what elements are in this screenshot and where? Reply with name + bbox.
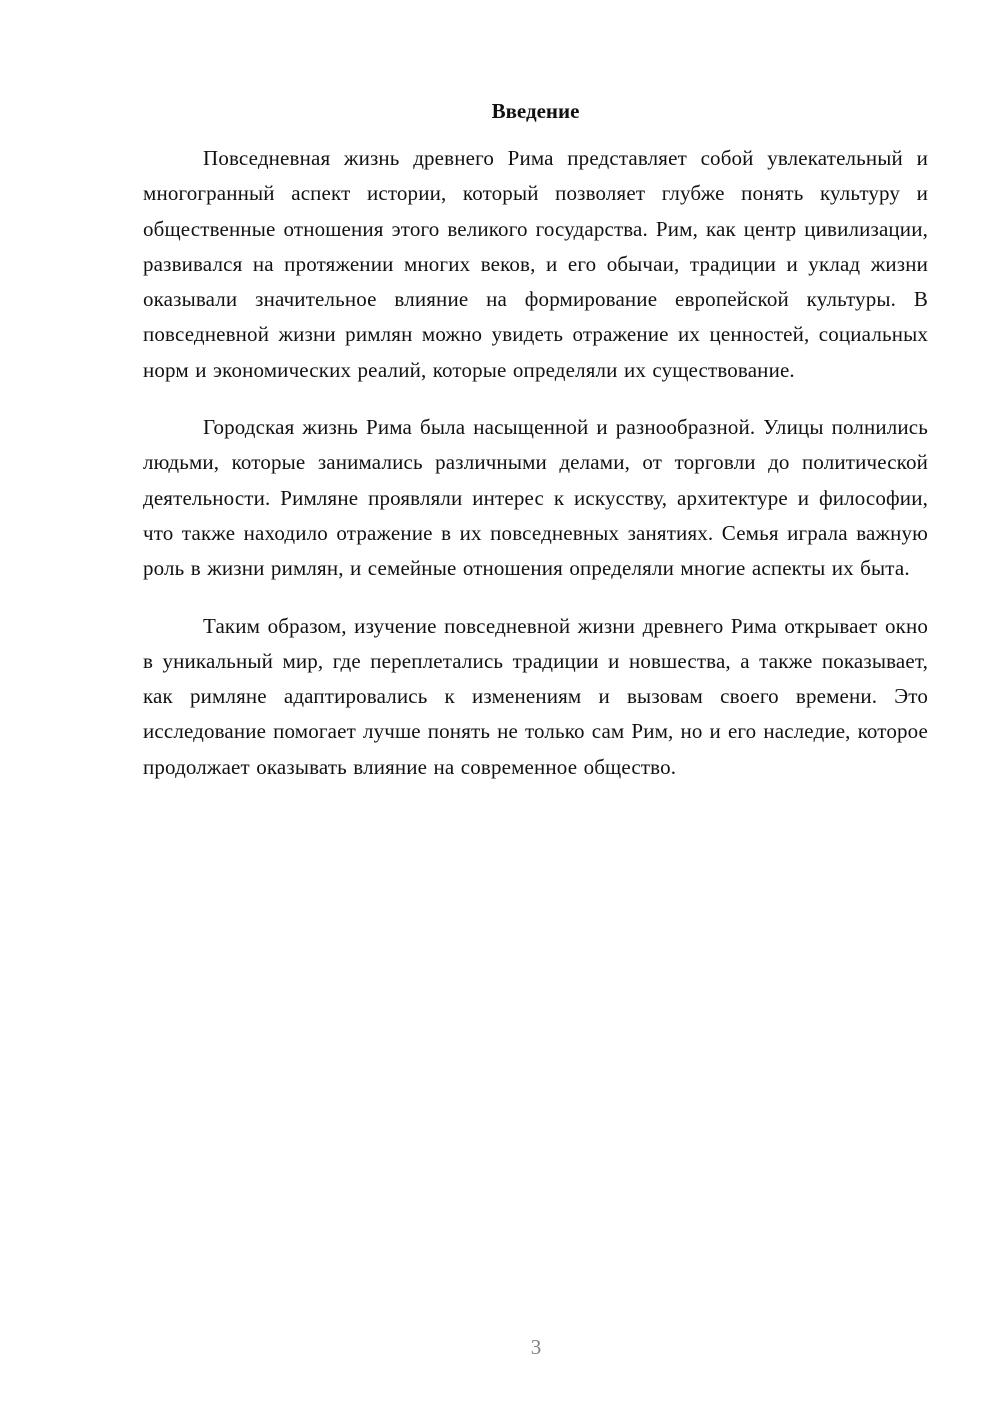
document-body <box>143 141 928 807</box>
paragraph-city-life: Городская жизнь Рима была насыщенной и разнообразной. Улицы полнились людьми, которые занимались различными делами, от торговли до политической деятельности. Римляне проявляли интерес к искусству, архитектуре и философии, что также находило отражение в их повседневных занятиях. Семья играла важную роль в жизни римлян, и семейные отношения определяли многие аспекты их быта. <box>143 415 928 581</box>
paragraph-conclusion: Таким образом, изучение повседневной жизни древнего Рима открывает окно в уникальный мир, где переплетались традиции и новшества, а также показывает, как римляне адаптировались к изменениям и вызовам своего времени. Это исследование помогает лучше понять не только сам Рим, но и его наследие, которое продолжает оказывать влияние на современное общество. <box>143 613 928 779</box>
paragraph-intro: Повседневная жизнь древнего Рима представляет собой увлекательный и многогранный аспект истории, который позволяет глубже понять культуру и общественные отношения этого великого государства. Рим, как центр цивилизации, развивался на протяжении многих веков, и его обычаи, традиции и уклад жизни оказывали значительное влияние на формирование европейской культуры. В повседневной жизни римлян можно увидеть отражение их ценностей, социальных норм и экономических реалий, которые определяли их существование. <box>143 146 928 382</box>
section-heading: Введение <box>491 99 580 123</box>
page-number: 3 <box>530 1335 542 1359</box>
